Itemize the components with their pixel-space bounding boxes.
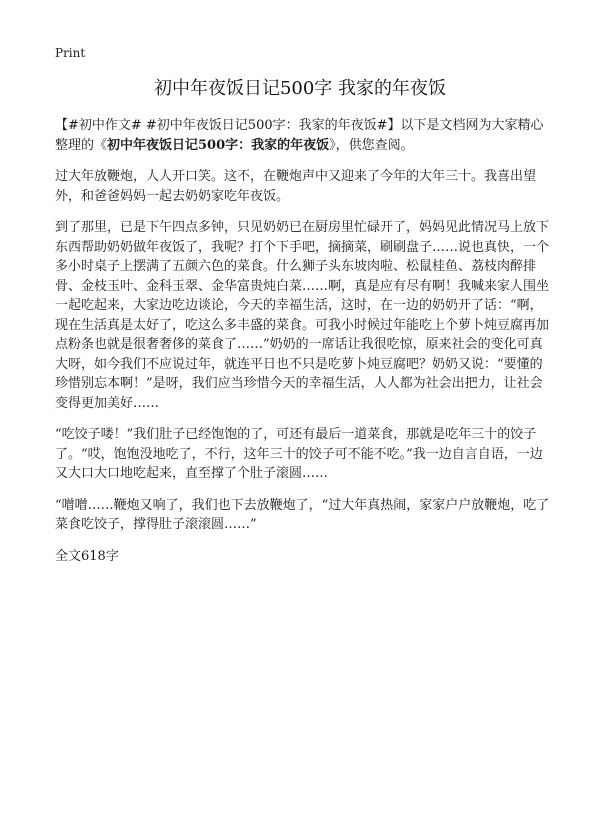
body-paragraph-2: 到了那里，已是下午四点多钟，只见奶奶已在厨房里忙碌开了，妈妈见此情况马上放下东西帮助奶奶做年夜饭了，我呢？打个下手吧，摘摘菜，刷刷盘子……说也真快，一个多小时桌子上摆满了五颜六色的菜食。什么狮子头东坡肉啦、松鼠桂鱼、荔枝肉醉排骨、金枝玉叶、金科玉翠、金华富贵炖白菜……啊，真是应有尽有啊！我喊来家人围坐一起吃起来，大家边吃边谈论，今天的幸福生活，这时，在一边的奶奶开了话：“啊，现在生活真是太好了，吃这么多丰盛的菜食。可我小时候过年能吃上个萝卜炖豆腐再加点粉条也就是很奢奢侈的菜食了……”奶奶的一席话让我很吃惊，原来社会的变化可真大呀，如今我们不应说过年，就连平日也不只是吃萝卜炖豆腐吧？奶奶又说：“要懂的珍惜别忘本啊！”是呀，我们应当珍惜今天的幸福生活，人人都为社会出把力，让社会变得更加美好…… bbox=[55, 220, 550, 411]
page-title: 初中年夜饭日记500字 我家的年夜饭 bbox=[153, 78, 447, 99]
word-count: 全文618字 bbox=[55, 548, 119, 564]
print-link[interactable]: Print bbox=[55, 46, 86, 60]
article-body bbox=[55, 116, 555, 578]
intro-bold-title: 初中年夜饭日记500字：我家的年夜饭 bbox=[107, 137, 330, 153]
body-paragraph-4: “噌噌……鞭炮又响了，我们也下去放鞭炮了，“过大年真热闹，家家户户放鞭炮，吃了菜食吃饺子，撑得肚子滚滚圆……” bbox=[55, 497, 550, 532]
body-paragraph-1: 过大年放鞭炮，人人开口笑。这不，在鞭炮声中又迎来了今年的大年三十。我喜出望外，和爸爸妈妈一起去奶奶家吃年夜饭。 bbox=[55, 169, 537, 204]
intro-suffix: 》，供您查阅。 bbox=[329, 137, 414, 153]
body-paragraph-3: “吃饺子喽！”我们肚子已经饱饱的了，可还有最后一道菜食，那就是吃年三十的饺子了。“哎，饱饱没地吃了，不行，这年三十的饺子可不能不吃。”我一边自言自语，一边又大口大口地吃起来，直至撑了个肚子滚圆…… bbox=[55, 427, 543, 481]
intro-paragraph bbox=[55, 116, 555, 155]
intro-prefix: 【#初中作文# #初中年夜饭日记500字：我家的年夜饭#】以下是文档网为大家精心整理的《 bbox=[55, 118, 544, 153]
